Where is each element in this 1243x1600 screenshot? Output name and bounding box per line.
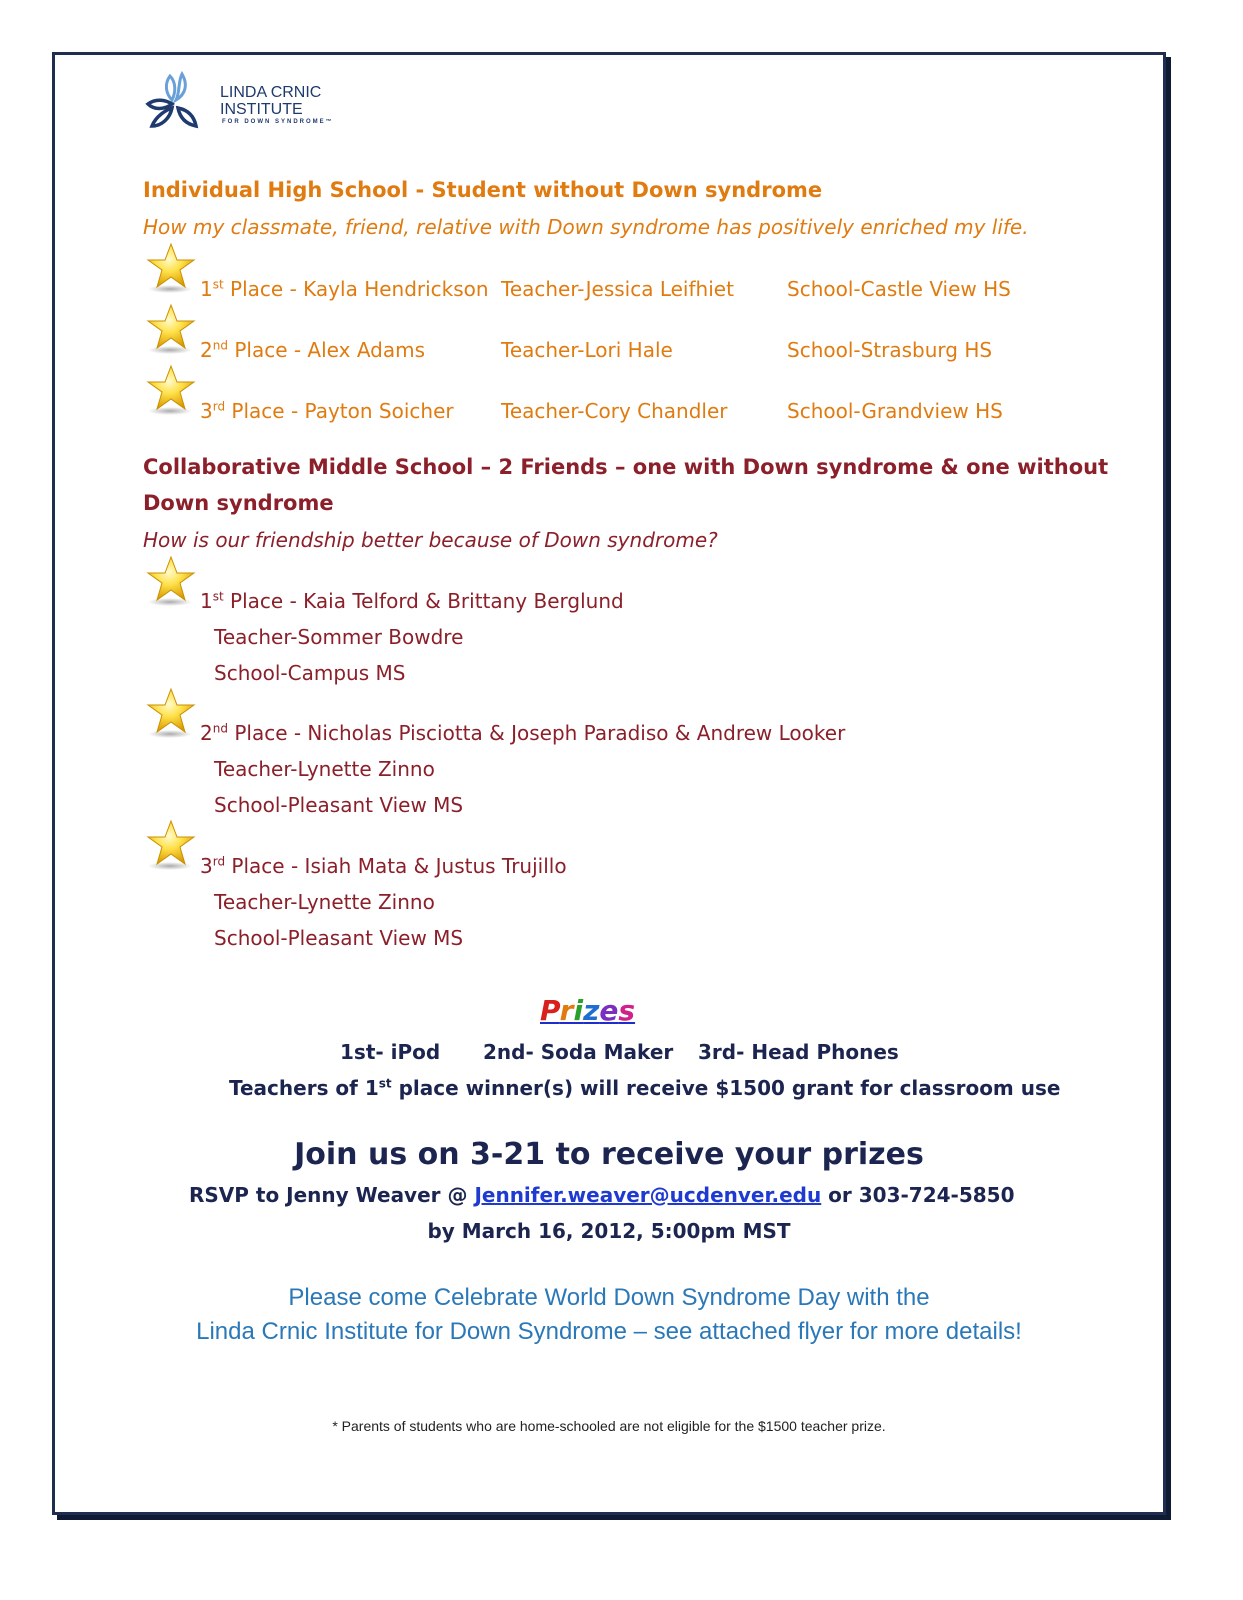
hs-winner-3-teacher: Teacher-Cory Chandler [501,399,728,423]
prizes-letter: s [618,994,636,1027]
grant-text-pre: Teachers of 1 [229,1076,379,1100]
ms-winner-2-teacher: Teacher-Lynette Zinno [214,757,435,781]
prize-second: 2nd- Soda Maker [483,1040,674,1064]
prize-third: 3rd- Head Phones [698,1040,899,1064]
teacher-grant [229,1076,1060,1100]
ms-winner-2-school: School-Pleasant View MS [214,793,464,817]
prizes-letter: P [540,994,560,1027]
join-us-heading: Join us on 3-21 to receive your prizes [294,1137,924,1172]
ordinal-suffix: nd [212,338,228,353]
flower-logo-icon [142,70,214,138]
ms-winner-1-place [200,589,624,613]
footnote: * Parents of students who are home-schooled are not eligible for the $1500 teacher prize. [332,1418,886,1434]
email-link[interactable]: Jennifer.weaver@ucdenver.edu [474,1183,822,1207]
ms-winner-3-teacher: Teacher-Lynette Zinno [214,890,435,914]
prizes-letter: z [583,994,600,1027]
ms-winner-1-school: School-Campus MS [214,661,406,685]
ordinal-suffix: rd [212,854,226,869]
hs-winner-1-place [200,277,489,301]
rsvp-deadline: by March 16, 2012, 5:00pm MST [427,1219,791,1243]
logo-line-2: INSTITUTE [220,101,303,118]
ordinal-number: 2 [200,721,213,745]
prizes-letter: e [599,994,619,1027]
hs-winner-2-place [200,338,425,362]
logo-line-3: FOR DOWN SYNDROME™ [222,119,334,125]
star-icon [145,819,197,871]
prizes-letter: r [559,994,574,1027]
ordinal-number: 3 [200,399,213,423]
place-text: Place - Kayla Hendrickson [223,277,489,301]
grant-ordinal-suffix: st [378,1076,392,1091]
star-icon [145,687,197,739]
rsvp-text-pre: RSVP to Jenny Weaver @ [189,1183,475,1207]
ordinal-suffix: rd [212,399,226,414]
prize-first: 1st- iPod [340,1040,441,1064]
rsvp-text-post: or 303-724-5850 [821,1183,1015,1207]
prizes-letter: i [573,994,584,1027]
star-icon [145,303,197,355]
ms-winner-3-place [200,854,567,878]
place-text: Place - Alex Adams [227,338,425,362]
hs-prompt: How my classmate, friend, relative with Down syndrome has positively enriched my life. [143,215,1029,239]
ms-winner-1-teacher: Teacher-Sommer Bowdre [214,625,464,649]
ms-heading-line-1: Collaborative Middle School – 2 Friends – one with Down syndrome & one without [143,455,1109,479]
ms-winner-3-school: School-Pleasant View MS [214,926,464,950]
hs-winner-3-school: School-Grandview HS [787,399,1003,423]
ordinal-suffix: st [212,277,224,292]
ordinal-number: 3 [200,854,213,878]
place-text: Place - Kaia Telford & Brittany Berglund [223,589,624,613]
logo-line-1: LINDA CRNIC [220,84,322,101]
rsvp-line [189,1183,1015,1207]
place-text: Place - Payton Soicher [225,399,454,423]
ms-prompt: How is our friendship better because of Down syndrome? [143,528,718,552]
place-text: Place - Nicholas Pisciotta & Joseph Paradiso & Andrew Looker [227,721,846,745]
institute-logo [142,70,352,138]
ms-heading-line-2: Down syndrome [143,491,334,515]
grant-text-post: place winner(s) will receive $1500 grant for classroom use [391,1076,1061,1100]
ms-winner-2-place [200,721,845,745]
prizes-title [540,994,635,1027]
ordinal-number: 1 [200,589,213,613]
ordinal-number: 2 [200,338,213,362]
celebrate-line-1: Please come Celebrate World Down Syndrome Day with the [288,1284,930,1311]
hs-heading: Individual High School - Student without Down syndrome [143,178,823,202]
hs-winner-2-teacher: Teacher-Lori Hale [501,338,673,362]
hs-winner-2-school: School-Strasburg HS [787,338,993,362]
celebrate-line-2: Linda Crnic Institute for Down Syndrome – see attached flyer for more details! [196,1318,1022,1345]
star-icon [145,364,197,416]
ordinal-number: 1 [200,277,213,301]
ordinal-suffix: st [212,589,224,604]
star-icon [145,242,197,294]
place-text: Place - Isiah Mata & Justus Trujillo [225,854,567,878]
star-icon [145,555,197,607]
hs-winner-3-place [200,399,454,423]
hs-winner-1-school: School-Castle View HS [787,277,1011,301]
hs-winner-1-teacher: Teacher-Jessica Leifhiet [501,277,734,301]
ordinal-suffix: nd [212,721,228,736]
